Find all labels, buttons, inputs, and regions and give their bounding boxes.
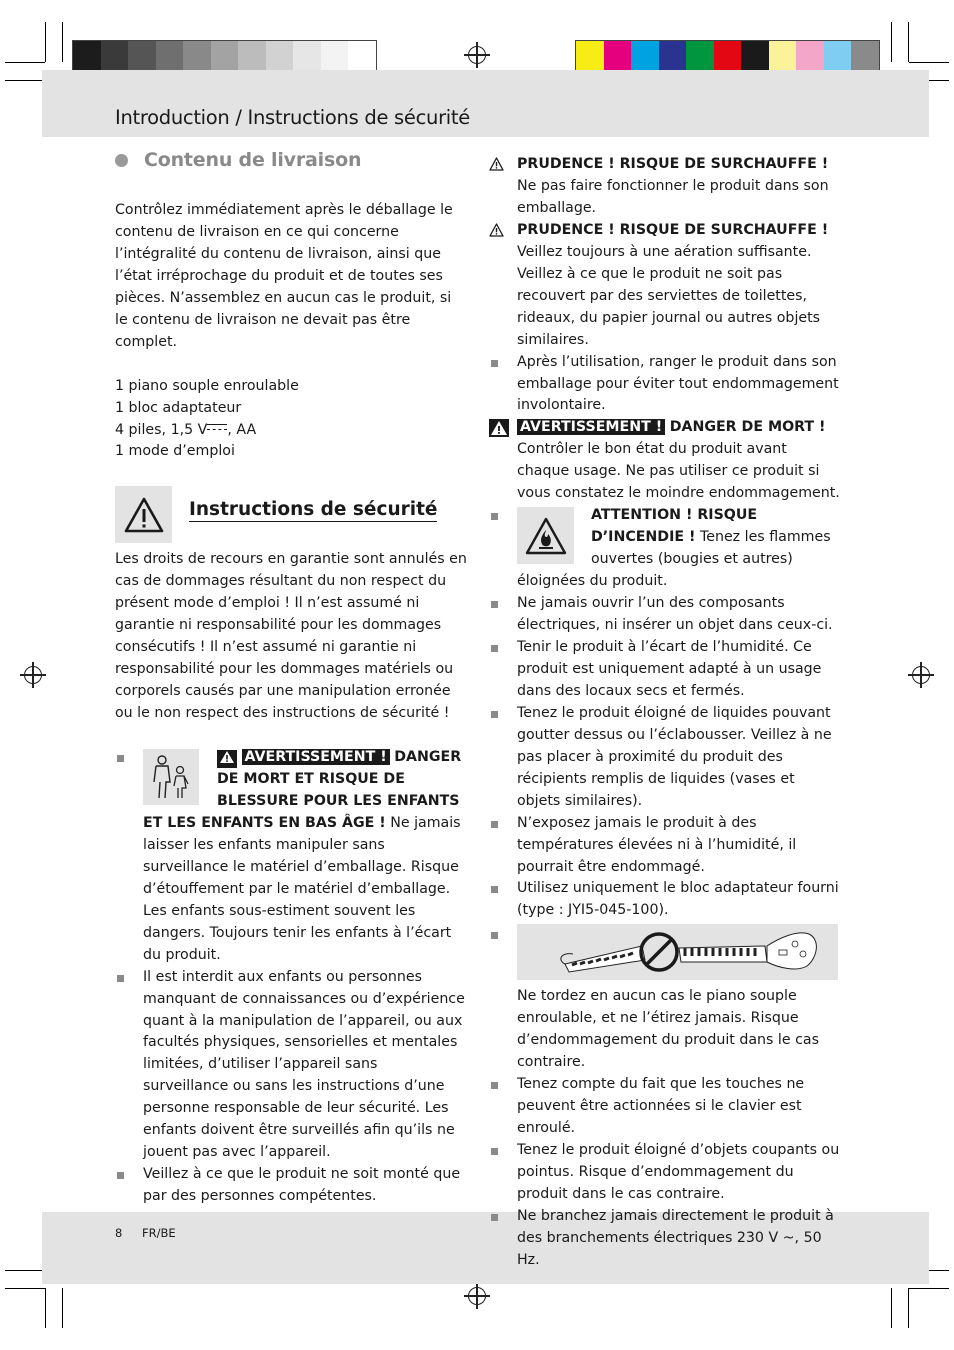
page-title: Introduction / Instructions de sécurité (115, 106, 470, 129)
bullet-square-icon (491, 932, 498, 939)
crop-mark (909, 62, 949, 63)
contents-item: 1 bloc adaptateur (115, 399, 242, 416)
list-item-text: Utilisez uniquement le bloc adaptateur fourni (type : JYI5-045-100). (517, 880, 839, 919)
page-number: 8 (115, 1226, 123, 1240)
bullet-square-icon (117, 1172, 124, 1179)
danger-item (489, 417, 841, 505)
caution-title: PRUDENCE ! RISQUE DE SURCHAUFFE ! (517, 221, 829, 238)
warning-children-title: DANGER DE MORT ET RISQUE DE BLESSURE POUR LES ENFANTS ET LES ENFANTS EN BAS ÂGE ! (143, 749, 462, 831)
caution-triangle-icon (489, 223, 504, 245)
safety-heading (115, 486, 467, 543)
crop-mark (891, 22, 892, 62)
registration-mark-icon (912, 666, 930, 684)
list-item (115, 1164, 467, 1208)
caution-title: PRUDENCE ! RISQUE DE SURCHAUFFE ! (517, 156, 829, 172)
color-swatch (741, 41, 769, 71)
color-swatch (824, 41, 852, 71)
safety-intro: Les droits de recours en garantie sont annulés en cas de dommages résultant du non respect du présent mode d’emploi ! Il n’est assumé ni garantie ni responsabilité pour les dommages consécutifs ! Il n’est assumé ni garantie ni responsabilité pour les dommages matériels ou corporels causés par une manipulation erronée ou le non respect des instructions de sécurité ! (115, 551, 467, 722)
list-item (489, 878, 841, 922)
contents-heading (115, 150, 467, 172)
contents-item: 1 piano souple enroulable (115, 377, 299, 394)
color-swatch (631, 41, 659, 71)
color-swatch (101, 41, 129, 71)
contents-item-batteries: 4 piles, 1,5 V (115, 421, 208, 438)
caution-text: Veillez toujours à une aération suffisante. Veillez à ce que le produit ne soit pas recouvert par des serviettes de toilettes, rideaux, du papier journal ou autres objets similaires. (517, 243, 821, 348)
contents-item-battery-type: , AA (227, 421, 257, 438)
list-item (489, 1140, 841, 1206)
crop-mark (45, 22, 46, 62)
list-item-text: Ne tordez en aucun cas le piano souple enroulable, et ne l’étirez jamais. Risque d’endommagement du produit dans le cas contraire. (517, 988, 819, 1071)
no-twist-piano-icon (517, 924, 838, 980)
color-swatch (769, 41, 797, 71)
crop-mark (62, 1288, 63, 1328)
danger-badge: AVERTISSEMENT ! (517, 419, 665, 435)
contents-item: 1 mode d’emploi (115, 443, 235, 460)
list-item-text: N’exposez jamais le produit à des températures élevées ni à l’humidité, il pourrait être endommagé. (517, 814, 797, 875)
list-item (115, 747, 467, 967)
color-swatch (183, 41, 211, 71)
color-swatch (293, 41, 321, 71)
list-item-text: Tenez le produit éloigné de liquides pouvant goutter dessus ou l’éclabousser. Veillez à ne pas placer à proximité du produit des récipients remplis de liquides (vases et objets similaires). (517, 704, 832, 809)
bullet-square-icon (491, 821, 498, 828)
contents-intro: Contrôlez immédiatement après le déballage le contenu de livraison en ce qui concerne l’intégralité du contenu de livraison, ainsi que l’état irréprochage du produit et de toutes ses pièces. N’assemblez en aucun cas le produit, si le contenu de livraison ne devait pas être complet. (115, 201, 453, 350)
danger-title: DANGER DE MORT ! (669, 419, 826, 436)
crop-mark (62, 22, 63, 62)
danger-text: Contrôler le bon état du produit avant chaque usage. Ne pas utiliser ce produit si vous constatez le moindre endommagement. (517, 441, 840, 502)
list-item (115, 967, 467, 1165)
caution-item (489, 220, 841, 352)
color-swatch (128, 41, 156, 71)
color-swatch (348, 41, 376, 71)
warning-triangle-icon (115, 486, 172, 543)
bullet-square-icon (491, 513, 498, 520)
registration-mark-icon (468, 1287, 486, 1305)
list-item (489, 1074, 841, 1140)
bullet-square-icon (491, 645, 498, 652)
warning-badge: AVERTISSEMENT ! (242, 749, 390, 765)
child-danger-icon (143, 749, 199, 805)
right-column (489, 154, 841, 1272)
bullet-square-icon (491, 1214, 498, 1221)
color-swatch (266, 41, 294, 71)
crop-mark (5, 1288, 45, 1289)
list-item-text: Tenez le produit éloigné d’objets coupants ou pointus. Risque d’endommagement du produit dans le cas contraire. (517, 1142, 840, 1202)
list-item (489, 637, 841, 703)
contents-heading-text: Contenu de livraison (144, 149, 362, 171)
list-item (489, 352, 841, 418)
crop-mark (5, 80, 45, 81)
fire-warning-text: Tenez les flammes ouvertes (bougies et autres) éloignées du produit. (517, 529, 831, 590)
color-swatch (686, 41, 714, 71)
crop-mark (45, 1288, 46, 1328)
bullet-square-icon (491, 1148, 498, 1155)
bullet-dot-icon (115, 154, 128, 167)
color-swatch (238, 41, 266, 71)
locale-code: FR/BE (142, 1226, 176, 1240)
list-item-text: Tenez compte du fait que les touches ne peuvent être actionnées si le clavier est enroulé. (517, 1076, 805, 1137)
crop-mark (908, 22, 909, 62)
crop-mark (891, 1288, 892, 1328)
list-item (489, 703, 841, 813)
color-swatch (796, 41, 824, 71)
bullet-square-icon (117, 755, 124, 762)
color-swatch (851, 41, 879, 71)
dc-symbol-icon (207, 424, 227, 433)
crop-mark (908, 1288, 909, 1328)
crop-mark (5, 62, 45, 63)
list-item-text: Tenir le produit à l’écart de l’humidité. Ce produit est uniquement adapté à un usage dans des locaux secs et fermés. (517, 638, 822, 699)
crop-mark (909, 1288, 949, 1289)
list-item-text: Après l’utilisation, ranger le produit dans son emballage pour éviter tout endommagement involontaire. (517, 353, 839, 414)
registration-mark-icon (24, 666, 42, 684)
registration-mark-icon (468, 46, 486, 64)
color-swatch (211, 41, 239, 71)
caution-triangle-icon (489, 157, 504, 179)
color-swatch (604, 41, 632, 71)
list-item-text: Il est interdit aux enfants ou personnes manquant de connaissances ou d’expérience quant à la manipulation de l’appareil, ou aux facultés physiques, sensorielles et mentales limitées, d’utiliser l’appareil sans surveillance ou sans les instructions d’une personne responsable de leur sécurité. Les enfants doivent être surveillés afin qu’ils ne jouent pas avec l’appareil. (143, 968, 465, 1161)
list-item-text: Veillez à ce que le produit ne soit monté que par des personnes compétentes. (143, 1166, 461, 1205)
fire-warning-icon (517, 507, 574, 564)
list-item-text: Ne jamais ouvrir l’un des composants électriques, ni insérer un objet dans ceux-ci. (517, 595, 833, 634)
fire-warning-title: ATTENTION ! RISQUE D’INCENDIE ! (591, 507, 758, 546)
caution-text: Ne pas faire fonctionner le produit dans son emballage. (517, 177, 829, 216)
contents-item (115, 420, 467, 442)
list-item (489, 593, 841, 637)
list-item-text: Ne branchez jamais directement le produit à des branchements électriques 230 V ~, 50 Hz. (517, 1207, 834, 1268)
bullet-square-icon (491, 1082, 498, 1089)
list-item (489, 813, 841, 879)
warning-triangle-icon (217, 750, 237, 768)
grayscale-color-bar (72, 40, 377, 72)
bullet-square-icon (117, 975, 124, 982)
process-color-bar (575, 40, 880, 72)
safety-heading-text: Instructions de sécurité (189, 499, 438, 521)
left-column (115, 150, 467, 1208)
caution-item (489, 154, 841, 220)
list-item (489, 505, 841, 593)
color-swatch (321, 41, 349, 71)
bullet-square-icon (491, 360, 498, 367)
color-swatch (156, 41, 184, 71)
warning-children-text: Ne jamais laisser les enfants manipuler sans surveillance le matériel d’emballage. Risque d’étouffement par le matériel d’emballage. Les enfants sous-estiment souvent les dangers. Toujours tenir les enfants à l’écart du produit. (143, 814, 461, 963)
list-item (489, 1206, 841, 1272)
bullet-square-icon (491, 601, 498, 608)
danger-triangle-icon (489, 419, 509, 445)
color-swatch (659, 41, 687, 71)
crop-mark (5, 1270, 45, 1271)
color-swatch (73, 41, 101, 71)
list-item (489, 924, 841, 1074)
bullet-square-icon (491, 711, 498, 718)
color-swatch (576, 41, 604, 71)
bullet-square-icon (491, 886, 498, 893)
color-swatch (714, 41, 742, 71)
